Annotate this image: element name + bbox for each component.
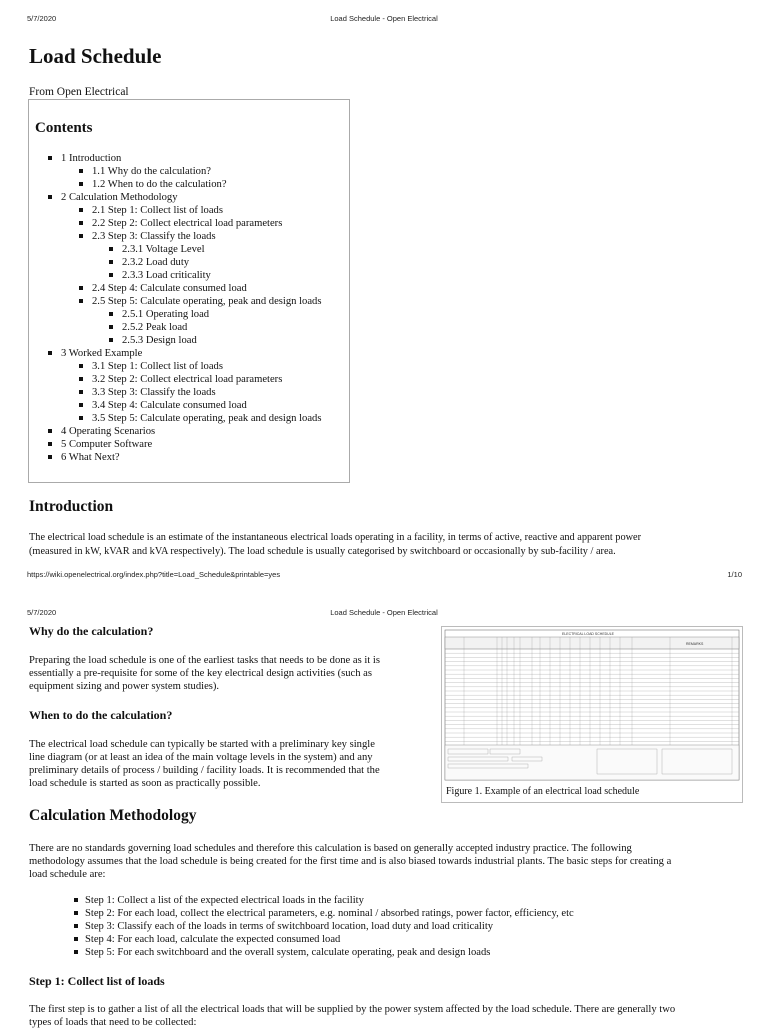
step-text: Step 1: Collect a list of the expected electrical loads in the facility [85,895,364,906]
print-url: https://wiki.openelectrical.org/index.php?title=Load_Schedule&printable=yes [27,570,281,579]
step-text: Step 4: For each load, calculate the expected consumed load [85,934,341,945]
toc-item[interactable] [79,282,247,295]
bullet-icon [79,221,83,225]
step-list-item [74,907,574,920]
page-title: Load Schedule [29,44,162,68]
bullet-icon [109,260,113,264]
toc-item-label: 3.2 Step 2: Collect electrical load parameters [92,374,283,385]
toc-item-label: 3.1 Step 1: Collect list of loads [92,361,223,372]
bullet-icon [48,195,52,199]
step-list-item [74,946,574,959]
bullet-icon [74,937,78,941]
bullet-icon [74,898,78,902]
bullet-icon [109,338,113,342]
toc-item[interactable] [79,217,282,230]
sheet-title: ELECTRICAL LOAD SCHEDULE [562,632,614,636]
print-date: 5/7/2020 [27,14,57,23]
toc-item[interactable] [48,451,120,464]
toc-item-label: 3.4 Step 4: Calculate consumed load [92,400,247,411]
print-title: Load Schedule - Open Electrical [330,608,438,617]
toc-item[interactable] [48,425,155,438]
sheet-remarks-label: REMARKS [686,642,704,646]
bullet-icon [109,325,113,329]
methodology-heading: Calculation Methodology [29,807,197,824]
bullet-icon [109,273,113,277]
toc-item[interactable] [109,321,187,334]
toc-item-label: 6 What Next? [61,452,120,463]
bullet-icon [109,312,113,316]
bullet-icon [48,156,52,160]
toc-item-label: 3.3 Step 3: Classify the loads [92,387,216,398]
toc-item-label: 2.3.3 Load criticality [122,270,211,281]
toc-item-label: 2.1 Step 1: Collect list of loads [92,205,223,216]
toc-item-label: 1.2 When to do the calculation? [92,179,227,190]
bullet-icon [79,299,83,303]
bullet-icon [48,351,52,355]
bullet-icon [48,455,52,459]
bullet-icon [74,950,78,954]
step1-text-line: types of loads that need to be collected: [29,1017,197,1028]
why-text-line: essentially a pre-requisite for some of the key electrical design activities (such as [29,668,372,679]
print-date: 5/7/2020 [27,608,57,617]
step1-text-line: The first step is to gather a list of all the electrical loads that will be supplied by the power system affected by the load schedule. There are generally two [29,1004,676,1015]
introduction-text-line: (measured in kW, kVAR and kVA respectively). The load schedule is usually categorised by switchboard or occasionally by sub-facility / area. [29,546,616,557]
print-title: Load Schedule - Open Electrical [330,14,438,23]
toc-item-label: 4 Operating Scenarios [61,426,156,437]
bullet-icon [48,442,52,446]
introduction-text-line: The electrical load schedule is an estimate of the instantaneous electrical loads operating in a facility, in terms of active, reactive and apparent power [29,532,642,543]
bullet-icon [79,377,83,381]
bullet-icon [79,169,83,173]
step1-heading: Step 1: Collect list of loads [29,974,165,988]
toc-item-label: 2.5.3 Design load [122,335,197,346]
toc-item-label: 2.3.1 Voltage Level [122,244,205,255]
when-text-line: line diagram (or at least an idea of the main voltage levels in the system) and any [29,752,373,763]
toc-item[interactable] [48,191,178,204]
toc-item[interactable] [79,373,282,386]
why-text-line: Preparing the load schedule is one of the earliest tasks that needs to be done as it is [29,655,380,666]
why-text-line: equipment sizing and power system studies). [29,681,220,692]
step-text: Step 2: For each load, collect the electrical parameters, e.g. nominal / absorbed ratings, power factor, efficiency, etc [85,908,574,919]
methodology-step-list [74,894,574,959]
toc-item[interactable] [109,334,197,347]
when-heading: When to do the calculation? [29,708,173,722]
toc-item[interactable] [109,256,189,269]
toc-item-label: 2.2 Step 2: Collect electrical load parameters [92,218,283,229]
toc-item[interactable] [79,295,321,308]
bullet-icon [79,403,83,407]
toc-item-label: 3.5 Step 5: Calculate operating, peak and design loads [92,413,322,424]
bullet-icon [79,208,83,212]
why-heading: Why do the calculation? [29,624,154,638]
when-text-line: load schedule is started as soon as practically possible. [29,778,261,789]
from-line: From Open Electrical [29,86,129,98]
toc-item[interactable] [79,412,321,425]
toc-item[interactable] [109,243,205,256]
toc-item[interactable] [48,152,121,165]
toc-item[interactable] [79,178,227,191]
toc-item-label: 2.3 Step 3: Classify the loads [92,231,216,242]
toc-item-label: 2.4 Step 4: Calculate consumed load [92,283,247,294]
toc-item[interactable] [79,165,211,178]
toc-item[interactable] [79,399,247,412]
bullet-icon [109,247,113,251]
bullet-icon [79,286,83,290]
bullet-icon [79,234,83,238]
bullet-icon [79,182,83,186]
toc-item[interactable] [79,360,223,373]
toc-item-label: 2.5.2 Peak load [122,322,188,333]
toc-item[interactable] [79,386,216,399]
bullet-icon [79,416,83,420]
step-text: Step 5: For each switchboard and the overall system, calculate operating, peak and design loads [85,947,491,958]
toc-item[interactable] [109,308,209,321]
toc-title: Contents [35,120,93,136]
toc-item[interactable] [48,438,152,451]
bullet-icon [48,429,52,433]
methodology-text-line: There are no standards governing load schedules and therefore this calculation is based on generally accepted industry practice. The following [29,843,632,854]
methodology-text-line: load schedule are: [29,869,106,880]
step-list-item [74,920,574,933]
load-schedule-spreadsheet-image [442,627,742,802]
figure-caption: Figure 1. Example of an electrical load schedule [446,786,640,797]
toc-item[interactable] [79,230,216,243]
bullet-icon [74,924,78,928]
page-number: 1/10 [727,570,742,579]
bullet-icon [79,390,83,394]
toc-item-label: 2.3.2 Load duty [122,257,190,268]
toc-item-label: 2.5.1 Operating load [122,309,210,320]
when-text-line: preliminary details of process / building / facility loads. It is recommended that the [29,765,380,776]
step-list-item [74,933,574,946]
toc-item-label: 3 Worked Example [61,348,143,359]
methodology-text-line: methodology assumes that the load schedule is being created for the first time and is also biased towards industrial plants. The basic steps for creating a [29,856,672,867]
load-schedule-figure [441,626,743,803]
toc-item-label: 2.5 Step 5: Calculate operating, peak and design loads [92,296,322,307]
bullet-icon [79,364,83,368]
bullet-icon [74,911,78,915]
toc-item-label: 5 Computer Software [61,439,153,450]
toc-item-label: 2 Calculation Methodology [61,192,178,203]
introduction-heading: Introduction [29,498,114,515]
toc-item[interactable] [79,204,223,217]
step-list-item [74,894,574,907]
step-text: Step 3: Classify each of the loads in terms of switchboard location, load duty and load criticality [85,921,494,932]
when-text-line: The electrical load schedule can typically be started with a preliminary key single [29,739,375,750]
toc-item-label: 1 Introduction [61,153,122,164]
toc-item-label: 1.1 Why do the calculation? [92,166,211,177]
toc-item[interactable] [109,269,211,282]
toc-item[interactable] [48,347,142,360]
